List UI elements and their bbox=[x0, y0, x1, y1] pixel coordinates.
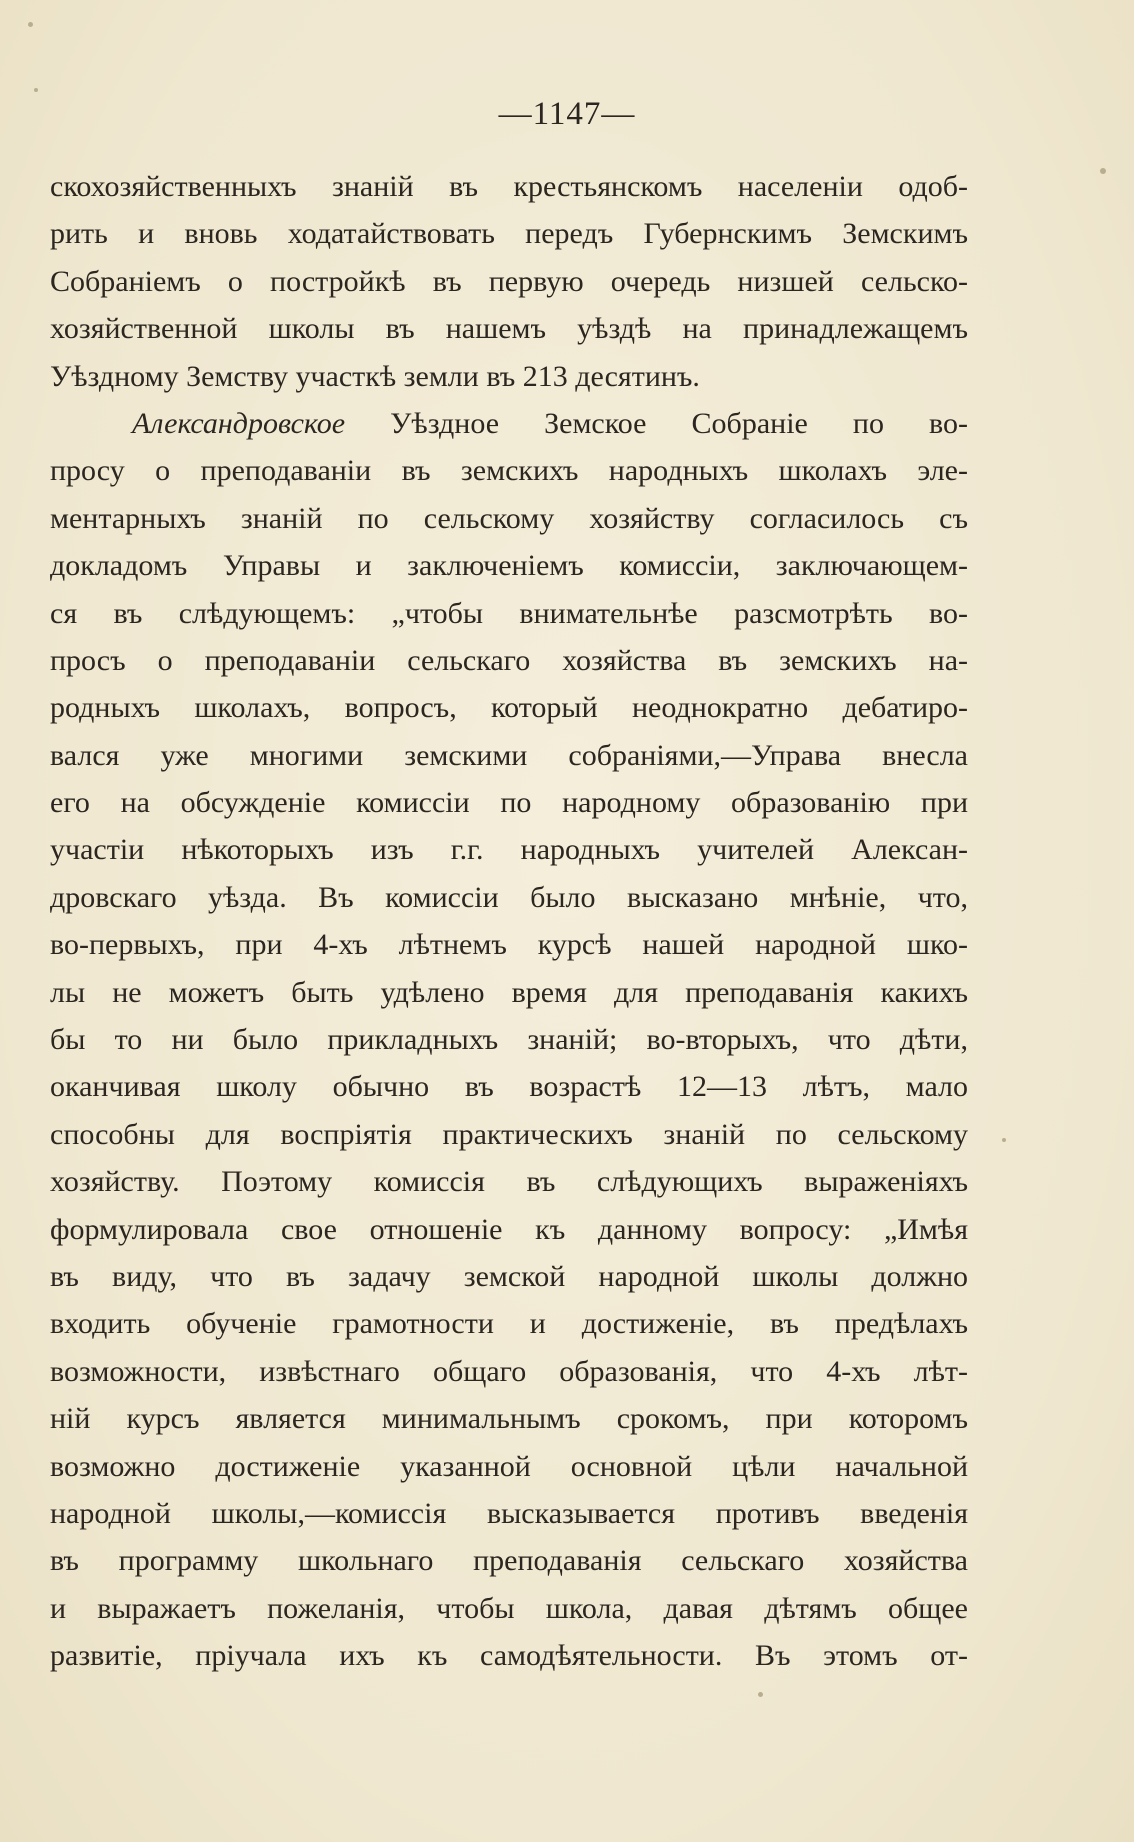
text-line: и выражаетъ пожеланія, чтобы школа, давая дѣтямъ общее bbox=[50, 1591, 968, 1625]
text-line: въ программу школьнаго преподаванія сельскаго хозяйства bbox=[50, 1544, 968, 1578]
text-line: въ виду, что въ задачу земской народной школы должно bbox=[50, 1259, 968, 1293]
text-line: участіи нѣкоторыхъ изъ г.г. народныхъ учителей Алексан- bbox=[50, 833, 968, 867]
text-line: просу о преподаваніи въ земскихъ народныхъ школахъ эле- bbox=[50, 454, 968, 488]
paper-speck bbox=[1002, 1138, 1006, 1142]
text-line: ся въ слѣдующемъ: „чтобы внимательнѣе разсмотрѣть во- bbox=[50, 596, 968, 630]
body-text bbox=[50, 163, 968, 1680]
text-line: скохозяйственныхъ знаній въ крестьянскомъ населеніи одоб- bbox=[50, 170, 968, 203]
text-line: ментарныхъ знаній по сельскому хозяйству согласилось съ bbox=[50, 501, 968, 535]
text-line: бы то ни было прикладныхъ знаній; во-вторыхъ, что дѣти, bbox=[50, 1023, 968, 1057]
page-number: —1147— bbox=[498, 96, 636, 132]
text-line: ній курсъ является минимальнымъ срокомъ, при которомъ bbox=[50, 1402, 968, 1436]
text-line: возможно достиженіе указанной основной цѣли начальной bbox=[50, 1449, 968, 1483]
text-line: лы не можетъ быть удѣлено время для преподаванія какихъ bbox=[50, 975, 968, 1009]
text-line: формулировала свое отношеніе къ данному вопросу: „Имѣя bbox=[50, 1212, 968, 1246]
text-line: Уѣздному Земству участкѣ земли въ 213 десятинъ. bbox=[50, 359, 700, 393]
paper-speck bbox=[34, 88, 38, 92]
text-line: возможности, извѣстнаго общаго образованія, что 4-хъ лѣт- bbox=[50, 1354, 968, 1388]
text-line: входить обученіе грамотности и достиженіе, въ предѣлахъ bbox=[50, 1307, 968, 1341]
text-line: развитіе, пріучала ихъ къ самодѣятельности. Въ этомъ от- bbox=[50, 1639, 968, 1673]
text-line: родныхъ школахъ, вопросъ, который неоднократно дебатиро- bbox=[50, 691, 968, 725]
paper-speck bbox=[1100, 168, 1106, 174]
text-line: народной школы,—комиссія высказывается противъ введенія bbox=[50, 1496, 968, 1530]
text-line: хозяйству. Поэтому комиссія въ слѣдующихъ выраженіяхъ bbox=[50, 1165, 968, 1199]
text-line: просъ о преподаваніи сельскаго хозяйства въ земскихъ на- bbox=[50, 643, 968, 677]
text-line: Собраніемъ о постройкѣ въ первую очередь низшей сельско- bbox=[50, 264, 968, 298]
paragraph-first-line: Александровское Уѣздное Земское Собраніе по во- bbox=[132, 406, 968, 440]
text-line: хозяйственной школы въ нашемъ уѣздѣ на принадлежащемъ bbox=[50, 312, 968, 346]
text-line: докладомъ Управы и заключеніемъ комиссіи, заключающем- bbox=[50, 549, 968, 583]
place-name: Александровское bbox=[132, 406, 346, 440]
paper-speck bbox=[28, 22, 33, 27]
paper-speck bbox=[758, 1692, 763, 1697]
text-line: способны для воспріятія практическихъ знаній по сельскому bbox=[50, 1117, 968, 1151]
text-line: дровскаго уѣзда. Въ комиссіи было высказано мнѣніе, что, bbox=[50, 880, 968, 914]
text-line: его на обсужденіе комиссіи по народному образованію при bbox=[50, 786, 968, 820]
text-line: вался уже многими земскими собраніями,—Управа внесла bbox=[50, 738, 968, 772]
text-line: оканчивая школу обычно въ возрастѣ 12—13 лѣтъ, мало bbox=[50, 1070, 968, 1104]
text-line: рить и вновь ходатайствовать передъ Губернскимъ Земскимъ bbox=[50, 217, 968, 251]
text-line: во-первыхъ, при 4-хъ лѣтнемъ курсѣ нашей народной шко- bbox=[50, 928, 968, 962]
